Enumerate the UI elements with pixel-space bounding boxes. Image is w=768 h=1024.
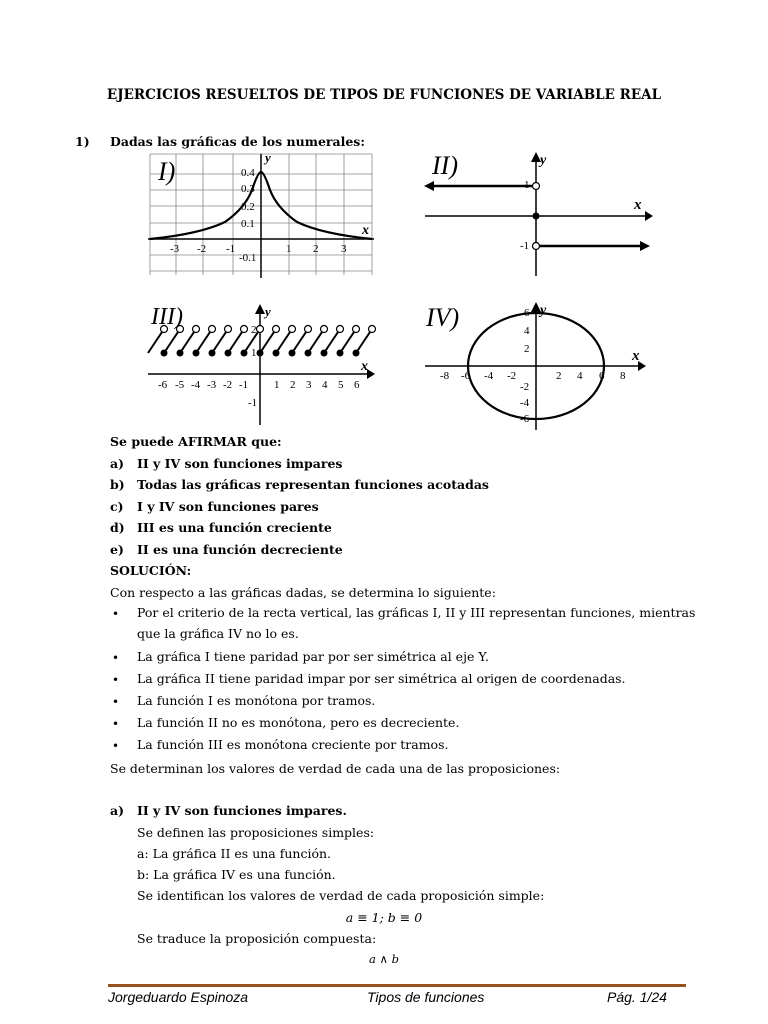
open-dot xyxy=(257,326,264,333)
tick: -1 xyxy=(248,397,258,409)
open-dot xyxy=(321,326,328,333)
part-a-prop-b: b: La gráfica IV es una función. xyxy=(137,867,336,882)
saw-segment xyxy=(180,329,196,353)
option-text: I y IV son funciones pares xyxy=(137,499,319,514)
tick: 6 xyxy=(599,370,605,382)
graph-iii xyxy=(145,300,380,430)
footer-rule xyxy=(108,984,686,987)
tick: -6 xyxy=(158,379,168,391)
tick: -0.1 xyxy=(239,252,257,264)
saw-segment xyxy=(164,329,180,353)
tick: 5 xyxy=(338,379,344,391)
problem-number: 1) xyxy=(75,134,90,149)
graph-ii xyxy=(420,150,655,280)
tick: -4 xyxy=(484,370,494,382)
tick: 4 xyxy=(577,370,583,382)
graph-ii-label: II) xyxy=(432,151,458,180)
tick: 0.4 xyxy=(241,167,255,179)
part-a-line2: Se identifican los valores de verdad de cada proposición simple: xyxy=(137,888,545,903)
graph-iii-label: III) xyxy=(151,304,183,330)
tick: 4 xyxy=(524,325,530,337)
bullet-text: Por el criterio de la recta vertical, las gráficas I, II y III representan funciones, mientras que la gráfica IV no lo es. xyxy=(137,605,696,641)
filled-dot xyxy=(289,350,296,357)
bullet-icon: • xyxy=(112,651,120,665)
saw-segment xyxy=(212,329,228,353)
graph-ii-y: y xyxy=(540,153,547,168)
open-dot xyxy=(305,326,312,333)
tick: -6 xyxy=(520,413,530,425)
saw-segment xyxy=(196,329,212,353)
part-a-line1: Se definen las proposiciones simples: xyxy=(137,825,375,840)
saw-segment xyxy=(308,329,324,353)
open-dot xyxy=(273,326,280,333)
option-letter: c) xyxy=(110,499,124,514)
compound-proposition: a ∧ b xyxy=(369,952,399,966)
graph-i-y: y xyxy=(265,150,271,165)
filled-dot xyxy=(177,350,184,357)
tick: 0.2 xyxy=(241,201,255,213)
open-dot xyxy=(369,326,376,333)
tick: 6 xyxy=(524,307,530,319)
solution-label: SOLUCIÓN: xyxy=(110,563,192,578)
option-letter: e) xyxy=(110,542,124,557)
saw-segment xyxy=(276,329,292,353)
solution-intro: Con respecto a las gráficas dadas, se determina lo siguiente: xyxy=(110,585,496,600)
tick: 2 xyxy=(556,370,562,382)
tick: -4 xyxy=(191,379,201,391)
option-text: II y IV son funciones impares xyxy=(137,456,343,471)
tick: 3 xyxy=(306,379,312,391)
tick: -6 xyxy=(461,370,471,382)
part-a-prop-a: a: La gráfica II es una función. xyxy=(137,846,331,861)
tick: 2 xyxy=(251,324,257,336)
footer-author: Jorgeduardo Espinoza xyxy=(108,989,249,1005)
saw-segment xyxy=(148,329,164,353)
truth-values: a ≡ 1; b ≡ 0 xyxy=(345,910,423,925)
part-a-letter: a) xyxy=(110,803,125,818)
footer-page: Pág. 1/24 xyxy=(607,989,667,1005)
option-text: III es una función creciente xyxy=(137,520,332,535)
open-dot xyxy=(337,326,344,333)
open-dot xyxy=(353,326,360,333)
filled-dot xyxy=(353,350,360,357)
tick: -3 xyxy=(207,379,217,391)
open-dot xyxy=(209,326,216,333)
option-text: Todas las gráficas representan funciones acotadas xyxy=(137,477,489,492)
bullet-text: La gráfica I tiene paridad par por ser simétrica al eje Y. xyxy=(137,649,489,664)
bullet-text: La función I es monótona por tramos. xyxy=(137,693,376,708)
graph-iii-x: x xyxy=(361,359,368,374)
tick: 1 xyxy=(286,243,292,255)
tick: 8 xyxy=(620,370,626,382)
graph-iii-y: y xyxy=(265,304,271,319)
graph-ii-x: x xyxy=(634,197,642,213)
tick: -2 xyxy=(507,370,517,382)
tick: 2 xyxy=(313,243,319,255)
question: Se puede AFIRMAR que: xyxy=(110,434,282,449)
filled-dot xyxy=(257,350,264,357)
bullet-text: La función III es monótona creciente por tramos. xyxy=(137,737,449,752)
filled-dot xyxy=(225,350,232,357)
saw-segment xyxy=(356,329,372,353)
saw-segment xyxy=(228,329,244,353)
page-title: EJERCICIOS RESUELTOS DE TIPOS DE FUNCIONES DE VARIABLE REAL xyxy=(106,87,662,103)
tick: 0.3 xyxy=(241,183,255,195)
tick: 1 xyxy=(274,379,280,391)
tick: 2 xyxy=(524,343,530,355)
filled-dot xyxy=(273,350,280,357)
tick: 1 xyxy=(524,179,530,191)
tick: 3 xyxy=(341,243,347,255)
graph-iv xyxy=(420,300,655,435)
graph-iv-y: y xyxy=(540,303,547,318)
part-a-line3: Se traduce la proposición compuesta: xyxy=(137,931,377,946)
filled-dot xyxy=(209,350,216,357)
saw-segment xyxy=(324,329,340,353)
tick: 6 xyxy=(354,379,360,391)
tick: -1 xyxy=(520,240,530,252)
tick: 1 xyxy=(251,347,257,359)
tick: -2 xyxy=(223,379,233,391)
filled-dot xyxy=(161,350,168,357)
filled-dot xyxy=(193,350,200,357)
tick: -5 xyxy=(175,379,185,391)
filled-dot xyxy=(305,350,312,357)
bullet-text: La gráfica II tiene paridad impar por ser simétrica al origen de coordenadas. xyxy=(137,671,626,686)
saw-segment xyxy=(292,329,308,353)
part-a-heading: II y IV son funciones impares. xyxy=(137,803,347,818)
bullet-icon: • xyxy=(112,717,120,731)
filled-dot xyxy=(321,350,328,357)
tick: 0.1 xyxy=(241,218,255,230)
tick: 4 xyxy=(322,379,328,391)
graph-i-label: I) xyxy=(158,157,176,186)
bullet-icon: • xyxy=(112,739,120,753)
tick: -1 xyxy=(239,379,249,391)
saw-segment xyxy=(340,329,356,353)
bullet-icon: • xyxy=(112,673,120,687)
truth-intro: Se determinan los valores de verdad de cada una de las proposiciones: xyxy=(110,761,561,776)
bullet-icon: • xyxy=(112,695,120,709)
option-letter: b) xyxy=(110,477,125,492)
option-text: II es una función decreciente xyxy=(137,542,343,557)
filled-dot xyxy=(337,350,344,357)
open-dot xyxy=(289,326,296,333)
problem-statement: Dadas las gráficas de los numerales: xyxy=(110,134,365,149)
saw-segment xyxy=(260,329,276,353)
tick: -8 xyxy=(440,370,450,382)
graph-iv-label: IV) xyxy=(426,303,460,332)
graph-i xyxy=(140,150,380,280)
tick: 2 xyxy=(290,379,296,391)
tick: -2 xyxy=(520,381,530,393)
option-letter: a) xyxy=(110,456,125,471)
open-dot xyxy=(225,326,232,333)
open-dot xyxy=(241,326,248,333)
open-dot xyxy=(193,326,200,333)
bullet-icon: • xyxy=(112,607,120,621)
bullet-text: La función II no es monótona, pero es decreciente. xyxy=(137,715,460,730)
tick: -1 xyxy=(226,243,236,255)
tick: -3 xyxy=(170,243,180,255)
tick: -4 xyxy=(520,397,530,409)
filled-dot xyxy=(241,350,248,357)
tick: -2 xyxy=(197,243,207,255)
option-letter: d) xyxy=(110,520,125,535)
graph-iv-x: x xyxy=(632,348,640,364)
footer-topic: Tipos de funciones xyxy=(367,989,485,1005)
graph-i-x: x xyxy=(362,223,369,238)
